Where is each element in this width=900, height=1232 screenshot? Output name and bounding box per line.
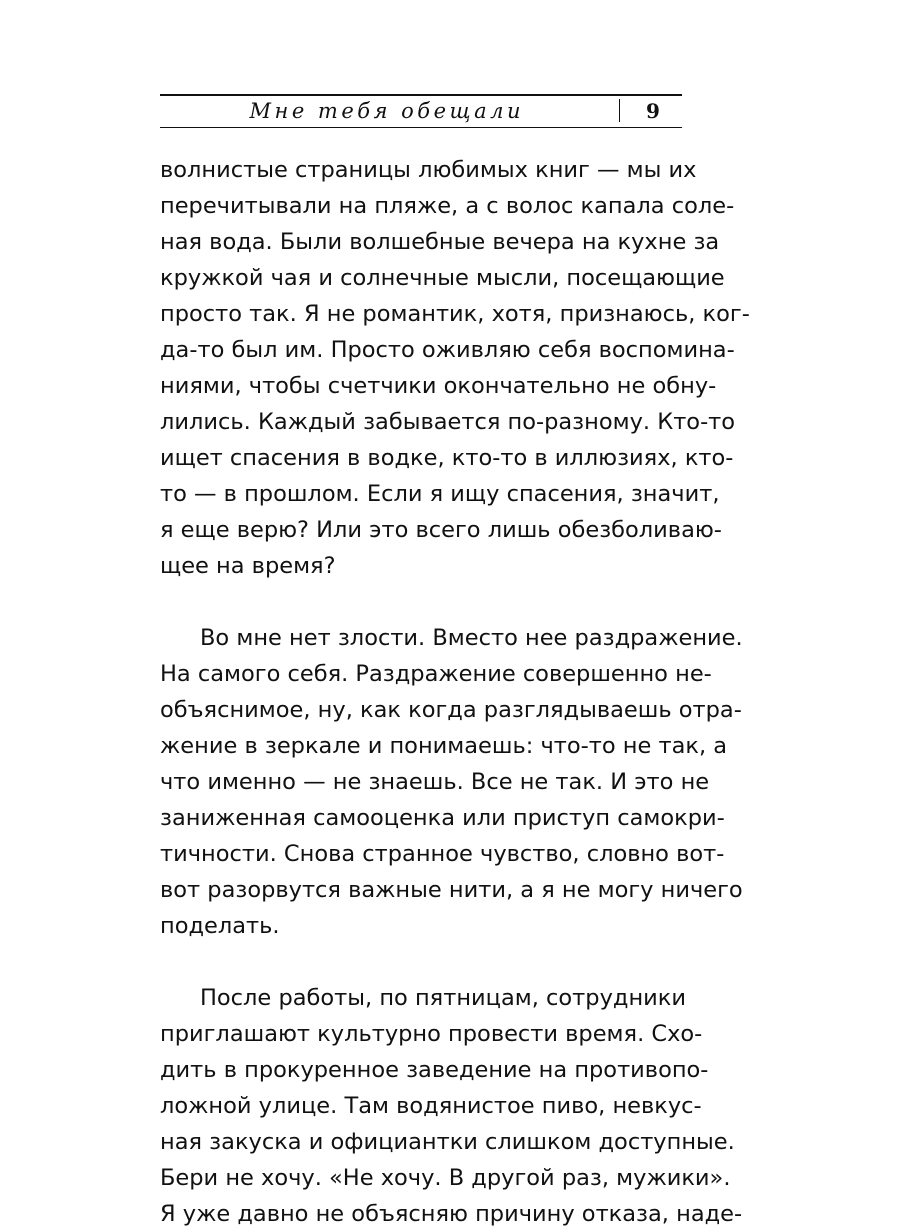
text-line: щее на время?: [160, 553, 336, 579]
text-line: приглашают культурно провести время. Схо-: [160, 1021, 703, 1047]
text-line: лились. Каждый забывается по-разному. Кто-то: [160, 409, 736, 435]
text-line: На самого себя. Раздражение совершенно не-: [160, 661, 712, 687]
paragraph: [160, 152, 750, 584]
text-line: ищет спасения в водке, кто-то в иллюзиях, кто-: [160, 445, 734, 471]
header-bottom-rule: [160, 127, 682, 128]
text-line: Я уже давно не объясняю причину отказа, наде-: [160, 1201, 743, 1227]
header-top-rule: [160, 94, 682, 96]
paragraph: [160, 980, 743, 1232]
text-line: ная закуска и официантки слишком доступные.: [160, 1129, 735, 1155]
text-line: то — в прошлом. Если я ищу спасения, значит,: [160, 481, 720, 507]
text-line: объяснимое, ну, как когда разглядываешь отра-: [160, 697, 742, 723]
body-text: [160, 152, 750, 1232]
text-line: тичности. Снова странное чувство, словно вот-: [160, 841, 725, 867]
text-line: вот разорвутся важные нити, а я не могу ничего: [160, 877, 743, 903]
header-divider: [619, 99, 620, 122]
page-number: 9: [646, 99, 660, 123]
text-line: дить в прокуренное заведение на противопо-: [160, 1057, 709, 1083]
text-line: кружкой чая и солнечные мысли, посещающие: [160, 265, 725, 291]
text-line: заниженная самооценка или приступ самокри-: [160, 805, 725, 831]
text-line: поделать.: [160, 913, 280, 939]
paragraph: [160, 620, 743, 944]
running-header: [160, 94, 682, 128]
text-line: просто так. Я не романтик, хотя, признаюсь, ког-: [160, 301, 750, 327]
text-line: Бери не хочу. «Не хочу. В другой раз, мужики».: [160, 1165, 731, 1191]
text-line: что именно — не знаешь. Все не так. И это не: [160, 769, 710, 795]
text-line: перечитывали на пляже, а с волос капала соле-: [160, 193, 735, 219]
text-line: волнистые страницы любимых книг — мы их: [160, 157, 697, 183]
text-line: ниями, чтобы счетчики окончательно не обну-: [160, 373, 717, 399]
text-line: я еще верю? Или это всего лишь обезболиваю-: [160, 517, 722, 543]
book-title: Мне тебя обещали: [249, 99, 524, 123]
text-line: да-то был им. Просто оживляю себя воспомина-: [160, 337, 735, 363]
text-line: После работы, по пятницам, сотрудники: [200, 985, 686, 1011]
text-line: ложной улице. Там водянистое пиво, невкус-: [160, 1093, 702, 1119]
text-line: Во мне нет злости. Вместо нее раздражение.: [200, 625, 743, 651]
text-line: ная вода. Были волшебные вечера на кухне за: [160, 229, 720, 255]
text-line: жение в зеркале и понимаешь: что-то не так, а: [160, 733, 728, 759]
